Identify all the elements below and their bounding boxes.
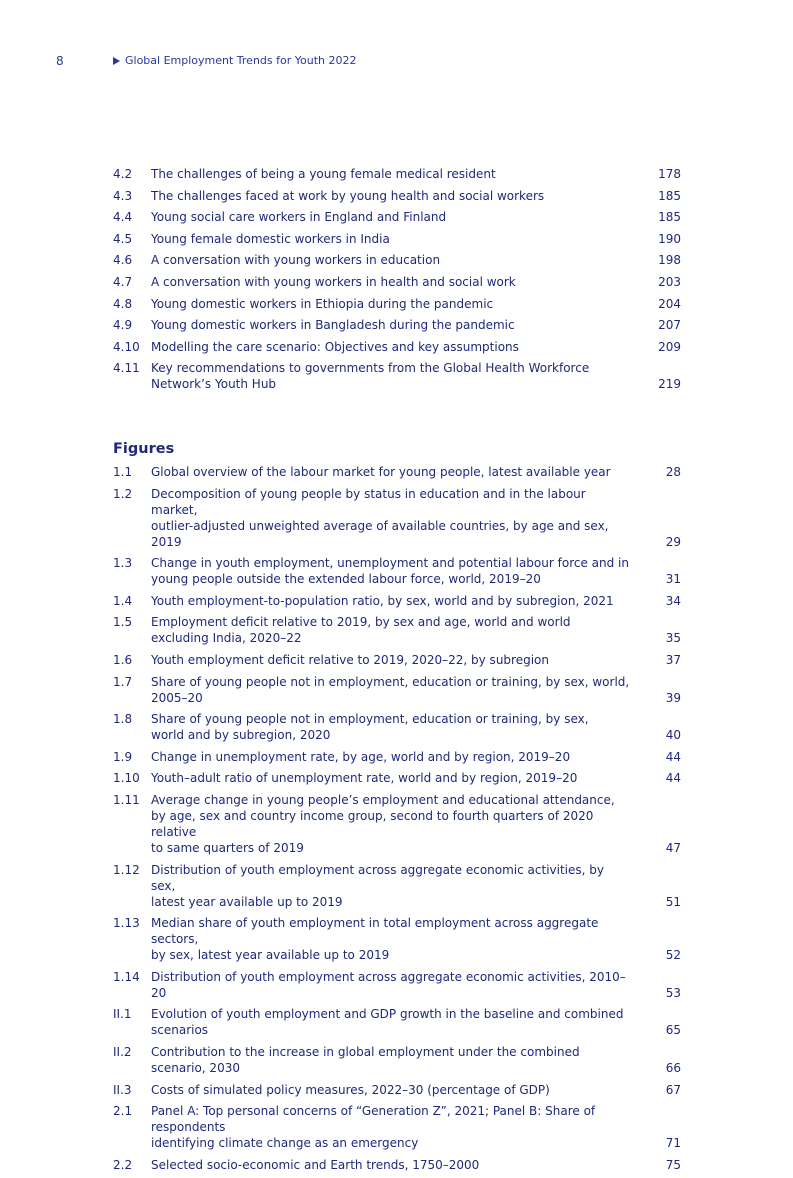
entry-page-number: 67 <box>665 1082 681 1097</box>
toc-entry[interactable] <box>113 593 681 609</box>
entry-page-number: 219 <box>658 377 681 392</box>
toc-entry[interactable] <box>113 464 681 480</box>
entry-number: 4.4 <box>113 210 133 225</box>
entry-page-number: 40 <box>665 728 681 743</box>
entry-title: Selected socio-economic and Earth trends, 1750–2000 <box>151 1157 480 1172</box>
entry-title: Key recommendations to governments from the Global Health Workforce Network’s Youth Hub <box>151 361 590 392</box>
entry-page-number: 75 <box>665 1157 681 1172</box>
entry-number: 4.6 <box>113 253 133 268</box>
toc-entry[interactable] <box>113 209 681 225</box>
entry-number: 4.8 <box>113 296 133 311</box>
entry-page-number: 207 <box>658 318 681 333</box>
toc-entry[interactable] <box>113 792 681 856</box>
entry-page-number: 37 <box>665 652 681 667</box>
toc-entry[interactable] <box>113 652 681 668</box>
entry-page-number: 178 <box>658 167 681 181</box>
entry-title: Change in unemployment rate, by age, world and by region, 2019–20 <box>151 749 571 764</box>
entry-title: Share of young people not in employment, education or training, by sex, world and by subregion, 2020 <box>151 712 589 743</box>
entry-number: 1.7 <box>113 674 133 689</box>
triangle-bullet-icon <box>113 57 120 65</box>
entry-number: 4.9 <box>113 318 133 333</box>
entry-number: 4.10 <box>113 339 140 354</box>
entry-number: 4.5 <box>113 231 133 246</box>
entry-number: 1.1 <box>113 465 133 479</box>
entry-title: Distribution of youth employment across aggregate economic activities, 2010–20 <box>151 969 626 1000</box>
entry-title: Global overview of the labour market for young people, latest available year <box>151 465 611 479</box>
entry-number: 1.10 <box>113 771 140 786</box>
entry-page-number: 28 <box>665 465 681 479</box>
figures-list <box>113 464 681 1173</box>
entry-page-number: 51 <box>665 894 681 909</box>
entry-number: 1.6 <box>113 652 133 667</box>
entry-page-number: 190 <box>658 231 681 246</box>
entry-number: 1.11 <box>113 792 140 807</box>
page-number: 8 <box>56 54 64 68</box>
running-header <box>113 54 356 67</box>
entry-number: 2.2 <box>113 1157 133 1172</box>
entry-title: Change in youth employment, unemployment and potential labour force and in young people outside the extended labour force, world, 2019–20 <box>151 556 629 587</box>
entry-title: Average change in young people’s employment and educational attendance, by age, sex and country income group, second to fourth quarters of 2020 relative to same quarters of 2019 <box>151 792 615 855</box>
entry-title: Contribution to the increase in global employment under the combined scenario, 2030 <box>151 1044 580 1075</box>
toc-entry[interactable] <box>113 1006 681 1038</box>
toc-entry[interactable] <box>113 711 681 743</box>
entry-title: Median share of youth employment in total employment across aggregate sectors, by sex, latest year available up to 2019 <box>151 916 599 963</box>
entry-title: Young female domestic workers in India <box>151 231 390 246</box>
entry-page-number: 44 <box>665 771 681 786</box>
entry-title: Young domestic workers in Ethiopia during the pandemic <box>151 296 494 311</box>
toc-entry[interactable] <box>113 360 681 392</box>
toc-entry[interactable] <box>113 862 681 910</box>
entry-page-number: 35 <box>665 631 681 646</box>
toc-entry[interactable] <box>113 770 681 786</box>
toc-entry[interactable] <box>113 252 681 268</box>
entry-number: 4.2 <box>113 167 133 181</box>
entry-page-number: 66 <box>665 1060 681 1075</box>
toc-entry[interactable] <box>113 188 681 204</box>
toc-entry[interactable] <box>113 339 681 355</box>
toc-entry[interactable] <box>113 1044 681 1076</box>
entry-number: 1.14 <box>113 969 140 984</box>
entry-number: 4.7 <box>113 274 133 289</box>
entry-number: 2.1 <box>113 1104 133 1119</box>
figures-section <box>113 438 681 1178</box>
entry-number: 1.8 <box>113 712 133 727</box>
entry-page-number: 52 <box>665 948 681 963</box>
entry-page-number: 39 <box>665 690 681 705</box>
toc-entry[interactable] <box>113 614 681 646</box>
entry-page-number: 31 <box>665 572 681 587</box>
toc-entry[interactable] <box>113 969 681 1001</box>
toc-entry[interactable] <box>113 166 681 182</box>
entry-page-number: 47 <box>665 840 681 855</box>
entry-title: Modelling the care scenario: Objectives and key assumptions <box>151 339 519 354</box>
entry-number: 1.5 <box>113 615 133 630</box>
entry-number: 1.9 <box>113 749 133 764</box>
entry-number: II.3 <box>113 1082 132 1097</box>
entry-number: II.1 <box>113 1007 132 1022</box>
running-header-title: Global Employment Trends for Youth 2022 <box>125 54 357 67</box>
entry-title: A conversation with young workers in education <box>151 253 441 268</box>
toc-entry[interactable] <box>113 486 681 550</box>
entry-title: Youth–adult ratio of unemployment rate, world and by region, 2019–20 <box>151 771 578 786</box>
entry-title: Employment deficit relative to 2019, by sex and age, world and world excluding India, 2020–22 <box>151 615 571 646</box>
entry-title: Youth employment deficit relative to 2019, 2020–22, by subregion <box>151 652 549 667</box>
entry-title: Decomposition of young people by status in education and in the labour market, outlier-adjusted unweighted average of available countries, by age and sex, 2019 <box>151 486 609 549</box>
toc-entry[interactable] <box>113 231 681 247</box>
entry-number: II.2 <box>113 1044 132 1059</box>
entry-title: Youth employment-to-population ratio, by sex, world and by subregion, 2021 <box>151 593 614 608</box>
toc-entry[interactable] <box>113 296 681 312</box>
entry-number: 1.12 <box>113 862 140 877</box>
entry-page-number: 29 <box>665 534 681 549</box>
toc-entry[interactable] <box>113 674 681 706</box>
toc-entry[interactable] <box>113 555 681 587</box>
toc-entry[interactable] <box>113 1103 681 1151</box>
toc-entry[interactable] <box>113 915 681 963</box>
entry-title: A conversation with young workers in health and social work <box>151 274 516 289</box>
toc-entry[interactable] <box>113 317 681 333</box>
entry-title: The challenges faced at work by young health and social workers <box>151 188 545 203</box>
entry-title: Distribution of youth employment across aggregate economic activities, by sex, latest year available up to 2019 <box>151 862 604 909</box>
entry-title: The challenges of being a young female medical resident <box>151 167 496 181</box>
entry-page-number: 71 <box>665 1136 681 1151</box>
toc-entry[interactable] <box>113 749 681 765</box>
entry-number: 1.13 <box>113 916 140 931</box>
entry-title: Young social care workers in England and Finland <box>151 210 447 225</box>
entry-title: Share of young people not in employment, education or training, by sex, world, 2005–20 <box>151 674 630 705</box>
entry-title: Evolution of youth employment and GDP growth in the baseline and combined scenarios <box>151 1007 624 1038</box>
entry-number: 1.2 <box>113 486 133 501</box>
entry-number: 4.11 <box>113 361 140 376</box>
figures-heading: Figures <box>113 441 175 457</box>
entry-title: Panel A: Top personal concerns of “Generation Z”, 2021; Panel B: Share of respondents identifying climate change as an emergency <box>151 1104 596 1151</box>
entry-page-number: 185 <box>658 210 681 225</box>
entry-number: 1.3 <box>113 556 133 571</box>
entry-page-number: 203 <box>658 274 681 289</box>
toc-entry[interactable] <box>113 1157 681 1173</box>
entry-title: Young domestic workers in Bangladesh during the pandemic <box>151 318 515 333</box>
toc-entry[interactable] <box>113 274 681 290</box>
entry-page-number: 185 <box>658 188 681 203</box>
toc-entry[interactable] <box>113 1082 681 1098</box>
entry-number: 4.3 <box>113 188 133 203</box>
entry-page-number: 34 <box>665 593 681 608</box>
entry-page-number: 204 <box>658 296 681 311</box>
entry-page-number: 198 <box>658 253 681 268</box>
entry-number: 1.4 <box>113 593 133 608</box>
entry-page-number: 65 <box>665 1023 681 1038</box>
entry-page-number: 44 <box>665 749 681 764</box>
entry-title: Costs of simulated policy measures, 2022–30 (percentage of GDP) <box>151 1082 550 1097</box>
entry-page-number: 53 <box>665 985 681 1000</box>
entry-page-number: 209 <box>658 339 681 354</box>
boxes-list <box>113 166 681 398</box>
